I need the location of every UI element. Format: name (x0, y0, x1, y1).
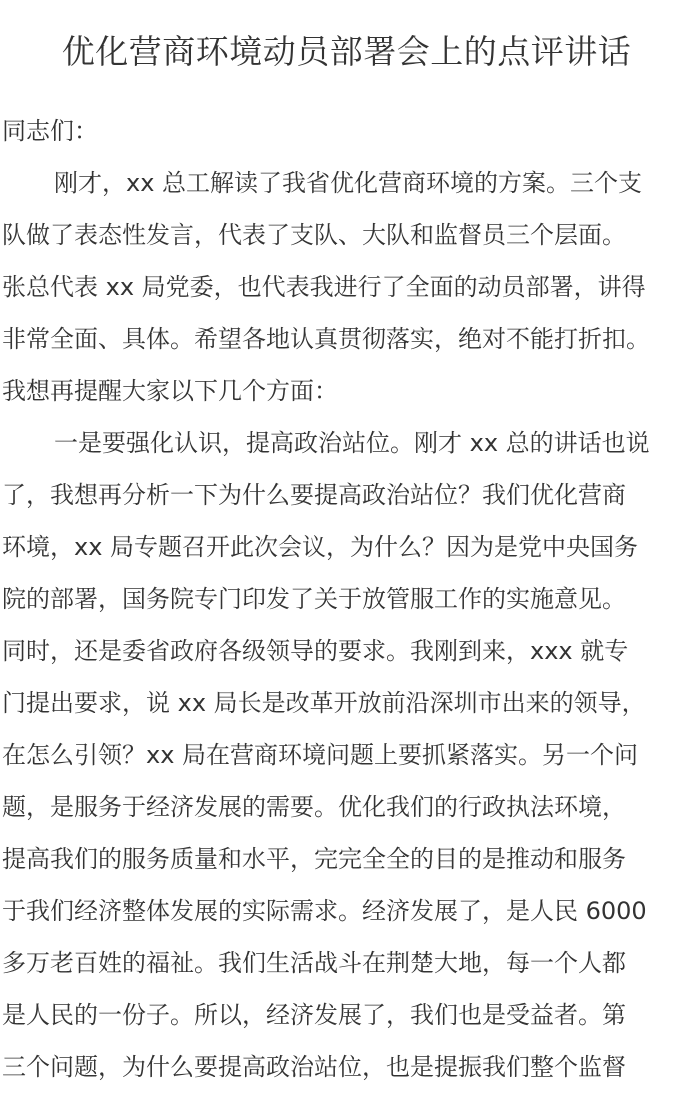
document-body (2, 105, 692, 1093)
text-line: 于我们经济整体发展的实际需求。经济发展了，是人民 6000 (2, 897, 647, 925)
text-line: 环境，xx 局专题召开此次会议，为什么？因为是党中央国务 (2, 533, 639, 561)
text-line-paragraph-start: 刚才，xx 总工解读了我省优化营商环境的方案。三个支 (54, 169, 643, 197)
text-line: 三个问题，为什么要提高政治站位，也是提振我们整个监督 (2, 1053, 626, 1081)
text-line: 题，是服务于经济发展的需要。优化我们的行政执法环境， (2, 793, 626, 821)
text-line: 非常全面、具体。希望各地认真贯彻落实，绝对不能打折扣。 (2, 325, 650, 353)
text-line: 多万老百姓的福祉。我们生活战斗在荆楚大地，每一个人都 (2, 949, 626, 977)
text-line: 我想再提醒大家以下几个方面： (2, 377, 338, 405)
text-line: 院的部署，国务院专门印发了关于放管服工作的实施意见。 (2, 585, 626, 613)
text-line: 提高我们的服务质量和水平，完完全全的目的是推动和服务 (2, 845, 626, 873)
text-line-salutation: 同志们： (2, 117, 98, 145)
document-title: 优化营商环境动员部署会上的点评讲话 (61, 32, 632, 71)
text-line: 门提出要求，说 xx 局长是改革开放前沿深圳市出来的领导， (2, 689, 646, 717)
text-line: 队做了表态性发言，代表了支队、大队和监督员三个层面。 (2, 221, 626, 249)
text-line: 同时，还是委省政府各级领导的要求。我刚到来，xxx 就专 (2, 637, 629, 665)
text-line: 张总代表 xx 局党委，也代表我进行了全面的动员部署，讲得 (2, 273, 646, 301)
text-line: 在怎么引领？xx 局在营商环境问题上要抓紧落实。另一个问 (2, 741, 639, 769)
text-line: 是人民的一份子。所以，经济发展了，我们也是受益者。第 (2, 1001, 626, 1029)
text-line-paragraph-start: 一是要强化认识，提高政治站位。刚才 xx 总的讲话也说 (54, 429, 650, 457)
text-line: 了，我想再分析一下为什么要提高政治站位？我们优化营商 (2, 481, 626, 509)
